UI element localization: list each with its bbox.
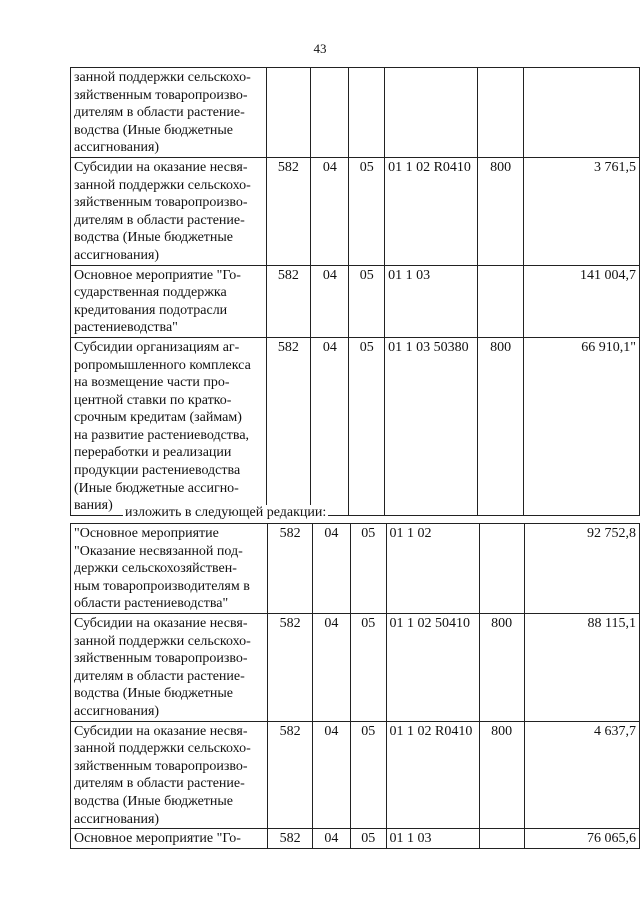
table-body	[71, 68, 640, 516]
amendment-instruction: изложить в следующей редакции:	[125, 505, 327, 520]
subsection-code-cell: 05	[351, 524, 387, 614]
section-code-cell: 04	[311, 265, 349, 337]
amount-cell: 92 752,8	[524, 524, 639, 614]
ministry-code-cell: 582	[266, 157, 310, 265]
table-row	[71, 265, 640, 337]
row-description: занной поддержки сельскохо- зяйственным товаропроизво- дителям в области растение- водства (Иные бюджетные ассигнования)	[74, 70, 251, 156]
ministry-code-cell	[266, 68, 310, 158]
ministry-code-cell: 582	[266, 337, 310, 515]
amount-cell: 66 910,1"	[523, 337, 639, 515]
row-description-cell	[71, 613, 268, 721]
table-row	[71, 68, 640, 158]
section-code-cell: 04	[312, 613, 350, 721]
table-row	[71, 829, 640, 849]
expense-type-cell	[479, 524, 524, 614]
row-description-cell	[71, 337, 267, 515]
section-code-cell: 04	[312, 721, 350, 829]
page-number: 43	[313, 41, 327, 56]
table-row	[71, 157, 640, 265]
section-code-cell: 04	[312, 524, 350, 614]
row-description-cell	[71, 68, 267, 158]
subsection-code-cell	[349, 68, 385, 158]
target-article-cell	[385, 68, 478, 158]
target-article-cell: 01 1 02	[386, 524, 479, 614]
expense-type-cell: 800	[479, 721, 524, 829]
ministry-code-cell: 582	[268, 613, 312, 721]
budget-table-bottom	[70, 523, 640, 849]
row-description-cell	[71, 157, 267, 265]
expense-type-cell	[479, 829, 524, 849]
table-body	[71, 524, 640, 849]
table-row	[71, 613, 640, 721]
target-article-cell: 01 1 03 50380	[385, 337, 478, 515]
ministry-code-cell: 582	[268, 524, 312, 614]
row-description: Субсидии на оказание несвя- занной поддержки сельскохо- зяйственным товаропроизво- дителям в области растение- водства (Иные бюджетные ассигнования)	[74, 615, 251, 719]
amount-cell: 141 004,7	[523, 265, 639, 337]
ministry-code-cell: 582	[266, 265, 310, 337]
row-description-cell	[71, 524, 268, 614]
row-description: Субсидии на оказание несвя- занной поддержки сельскохо- зяйственным товаропроизво- дителям в области растение- водства (Иные бюджетные ассигнования)	[74, 723, 251, 827]
amount-cell: 3 761,5	[523, 157, 639, 265]
target-article-cell: 01 1 03	[385, 265, 478, 337]
target-article-cell: 01 1 02 R0410	[386, 721, 479, 829]
row-description-cell	[71, 721, 268, 829]
row-description-cell	[71, 265, 267, 337]
row-description: Основное мероприятие "Го-	[74, 831, 241, 847]
subsection-code-cell: 05	[351, 829, 387, 849]
table-row	[71, 721, 640, 829]
row-description: "Основное мероприятие "Оказание несвязанной под- держки сельскохозяйствен- ным товаропроизводителям в области растениеводства"	[74, 526, 250, 612]
amount-cell: 4 637,7	[524, 721, 639, 829]
amount-cell: 76 065,6	[524, 829, 639, 849]
target-article-cell: 01 1 02 50410	[386, 613, 479, 721]
expense-type-cell	[478, 265, 523, 337]
subsection-code-cell: 05	[351, 613, 387, 721]
subsection-code-cell: 05	[349, 265, 385, 337]
ministry-code-cell: 582	[268, 829, 312, 849]
amount-cell: 88 115,1	[524, 613, 639, 721]
table-row	[71, 337, 640, 515]
row-description: Основное мероприятие "Го- сударственная поддержка кредитования подотрасли растениеводства"	[74, 267, 241, 336]
section-code-cell: 04	[311, 337, 349, 515]
row-description-cell	[71, 829, 268, 849]
expense-type-cell	[478, 68, 523, 158]
budget-table-top	[70, 67, 640, 516]
row-description: Субсидии организациям аг- ропромышленного комплекса на возмещение части про- центной ставки по кратко- срочным кредитам (займам) на развитие растениеводства, переработки и реализации продукции растениеводства (Иные бюджетные ассигно- вания)	[74, 339, 251, 514]
expense-type-cell: 800	[478, 337, 523, 515]
section-code-cell	[311, 68, 349, 158]
row-description: Субсидии на оказание несвя- занной поддержки сельскохо- зяйственным товаропроизво- дителям в области растение- водства (Иные бюджетные ассигнования)	[74, 159, 251, 263]
table-row	[71, 524, 640, 614]
subsection-code-cell: 05	[349, 157, 385, 265]
subsection-code-cell: 05	[349, 337, 385, 515]
expense-type-cell: 800	[479, 613, 524, 721]
subsection-code-cell: 05	[351, 721, 387, 829]
section-code-cell: 04	[311, 157, 349, 265]
expense-type-cell: 800	[478, 157, 523, 265]
amount-cell	[523, 68, 639, 158]
target-article-cell: 01 1 02 R0410	[385, 157, 478, 265]
target-article-cell: 01 1 03	[386, 829, 479, 849]
section-code-cell: 04	[312, 829, 350, 849]
ministry-code-cell: 582	[268, 721, 312, 829]
